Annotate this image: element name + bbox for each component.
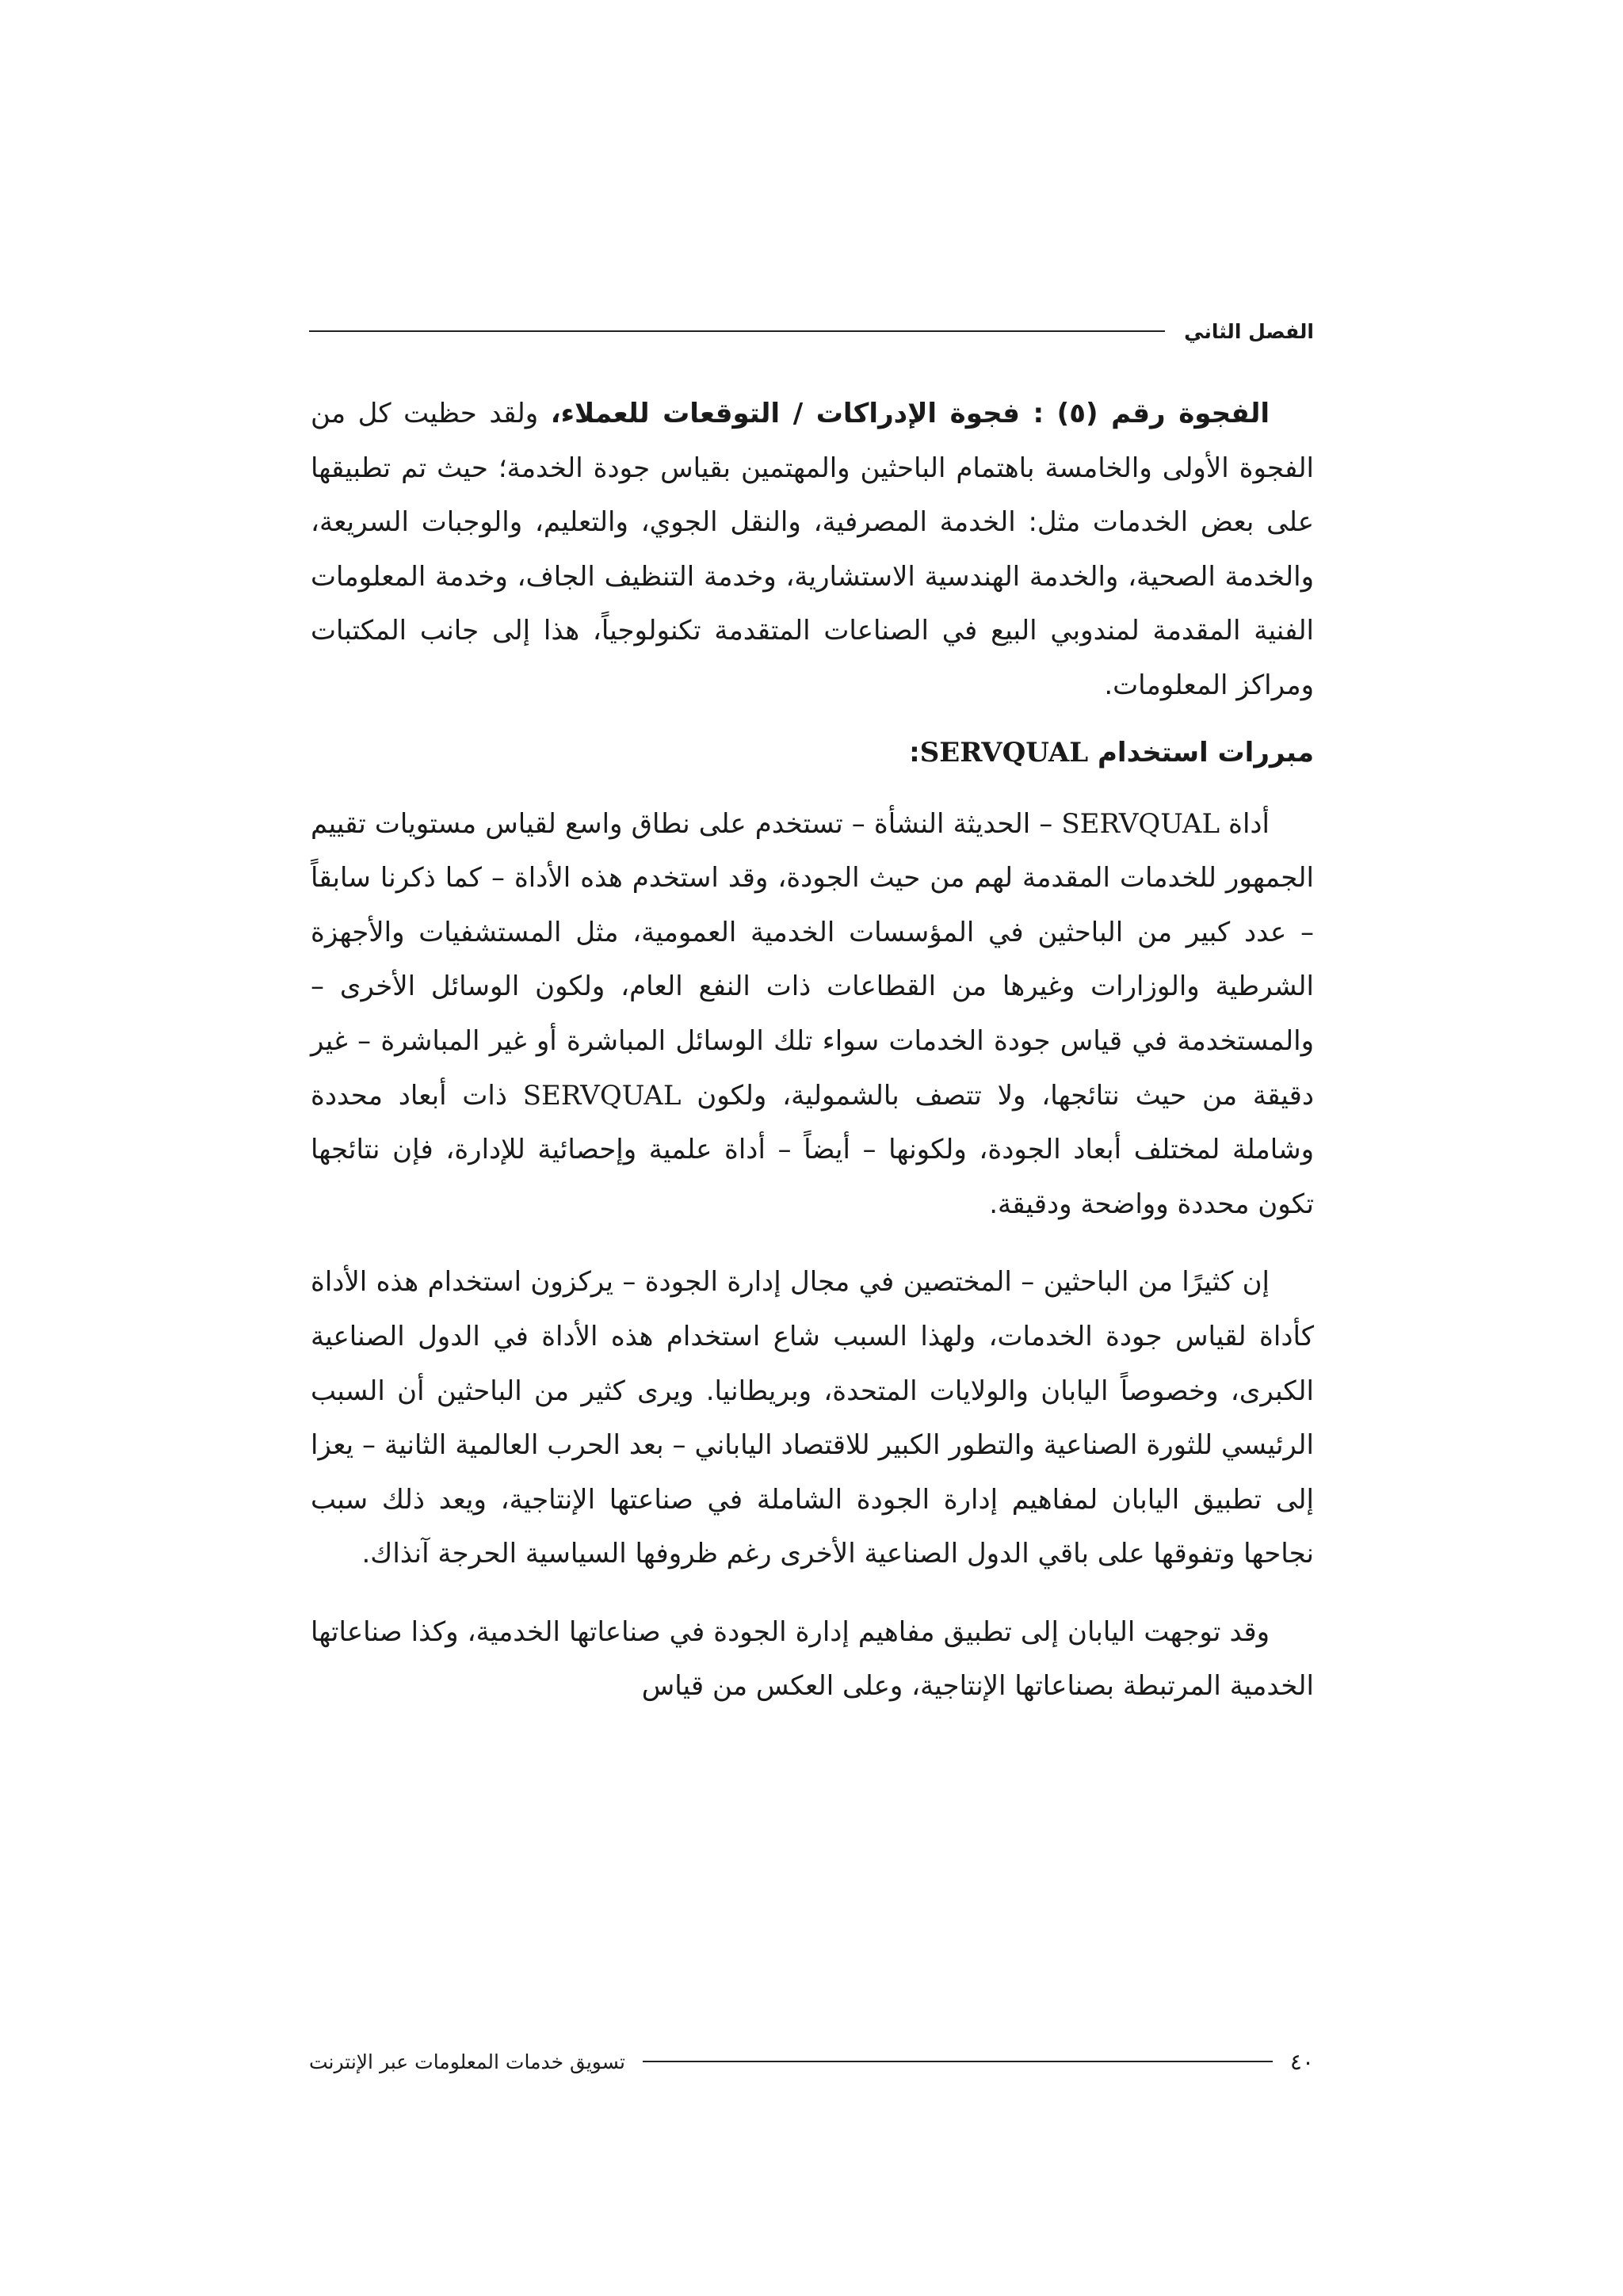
paragraph-japan: وقد توجهت اليابان إلى تطبيق مفاهيم إدارة الجودة في صناعاتها الخدمية، وكذا صناعاتها الخدمية المرتبطة بصناعاتها الإنتاجية، وعلى العكس من قياس xyxy=(311,1615,1314,1703)
paragraph-researchers: إن كثيرًا من الباحثين – المختصين في مجال إدارة الجودة – يركزون استخدام هذه الأداة كأداة لقياس جودة الخدمات، ولهذا السبب شاع استخدام هذه الأداة في الدول الصناعية الكبرى، وخصوصاً اليابان والولايات المتحدة، وبريطانيا. ويرى كثير من الباحثين أن السبب الرئيسي للثورة الصناعية والتطور الكبير للاقتصاد الياباني – بعد الحرب العالمية الثانية – يعزا إلى تطبيق اليابان لمفاهيم إدارة الجودة الشاملة في صناعتها الإنتاجية، ويعد ذلك سبب نجاحها وتفوقها على باقي الدول الصناعية الأخرى رغم ظروفها السياسية الحرجة آنذاك. xyxy=(311,1266,1314,1570)
book-title: تسويق خدمات المعلومات عبر الإنترنت xyxy=(309,2050,625,2073)
paragraph-servqual-rationale xyxy=(311,797,1314,1232)
header-rule xyxy=(309,330,1165,332)
body-text xyxy=(311,387,1314,1714)
page-number: ٤٠ xyxy=(1289,2048,1314,2075)
gap-5-lead: الفجوة رقم (٥) : فجوة الإدراكات / التوقعات للعملاء، xyxy=(550,398,1270,429)
running-header xyxy=(309,315,1314,347)
section-heading xyxy=(311,726,1314,780)
servqual-para-start: أداة xyxy=(1220,807,1270,840)
section-heading-text: مبررات استخدام xyxy=(1088,736,1314,769)
gap-5-text: ولقد حظيت كل من الفجوة الأولى والخامسة باهتمام الباحثين والمهتمين بقياس جودة الخدمة؛ حيث تم تطبيقها على بعض الخدمات مثل: الخدمة المصرفية، والنقل الجوي، والتعليم، والوجبات السريعة، والخدمة الصحية، والخدمة الهندسية الاستشارية، وخدمة التنظيف الجاف، وخدمة المعلومات الفنية المقدمة لمندوبي البيع في الصناعات المتقدمة تكنولوجياً، هذا إلى جانب المكتبات ومراكز المعلومات. xyxy=(311,398,1314,701)
chapter-title: الفصل الثاني xyxy=(1184,319,1314,343)
servqual-para-end: ذات أبعاد محددة وشاملة لمختلف أبعاد الجودة، ولكونها – أيضاً – أداة علمية وإحصائية للإدارة، فإن نتائجها تكون محددة وواضحة ودقيقة. xyxy=(311,1079,1314,1220)
servqual-term-1: SERVQUAL xyxy=(1061,807,1220,840)
servqual-para-middle: – الحديثة النشأة – تستخدم على نطاق واسع لقياس مستويات تقييم الجمهور للخدمات المقدمة لهم من حيث الجودة، وقد استخدم هذه الأداة – كما ذكرنا سابقاً – عدد كبير من الباحثين في المؤسسات الخدمية العمومية، مثل المستشفيات والأجهزة الشرطية والوزارات وغيرها من القطاعات ذات النفع العام، ولكون الوسائل الأخرى – والمستخدمة في قياس جودة الخدمات سواء تلك الوسائل المباشرة أو غير المباشرة – غير دقيقة من حيث نتائجها، ولا تتصف بالشمولية، ولكون xyxy=(311,807,1314,1112)
section-heading-colon: : xyxy=(909,736,920,769)
page-footer xyxy=(309,2044,1314,2079)
paragraph-gap-5 xyxy=(311,387,1314,713)
servqual-term-2: SERVQUAL xyxy=(522,1079,682,1112)
footer-rule xyxy=(643,2061,1273,2062)
section-heading-servqual: SERVQUAL xyxy=(919,736,1089,769)
